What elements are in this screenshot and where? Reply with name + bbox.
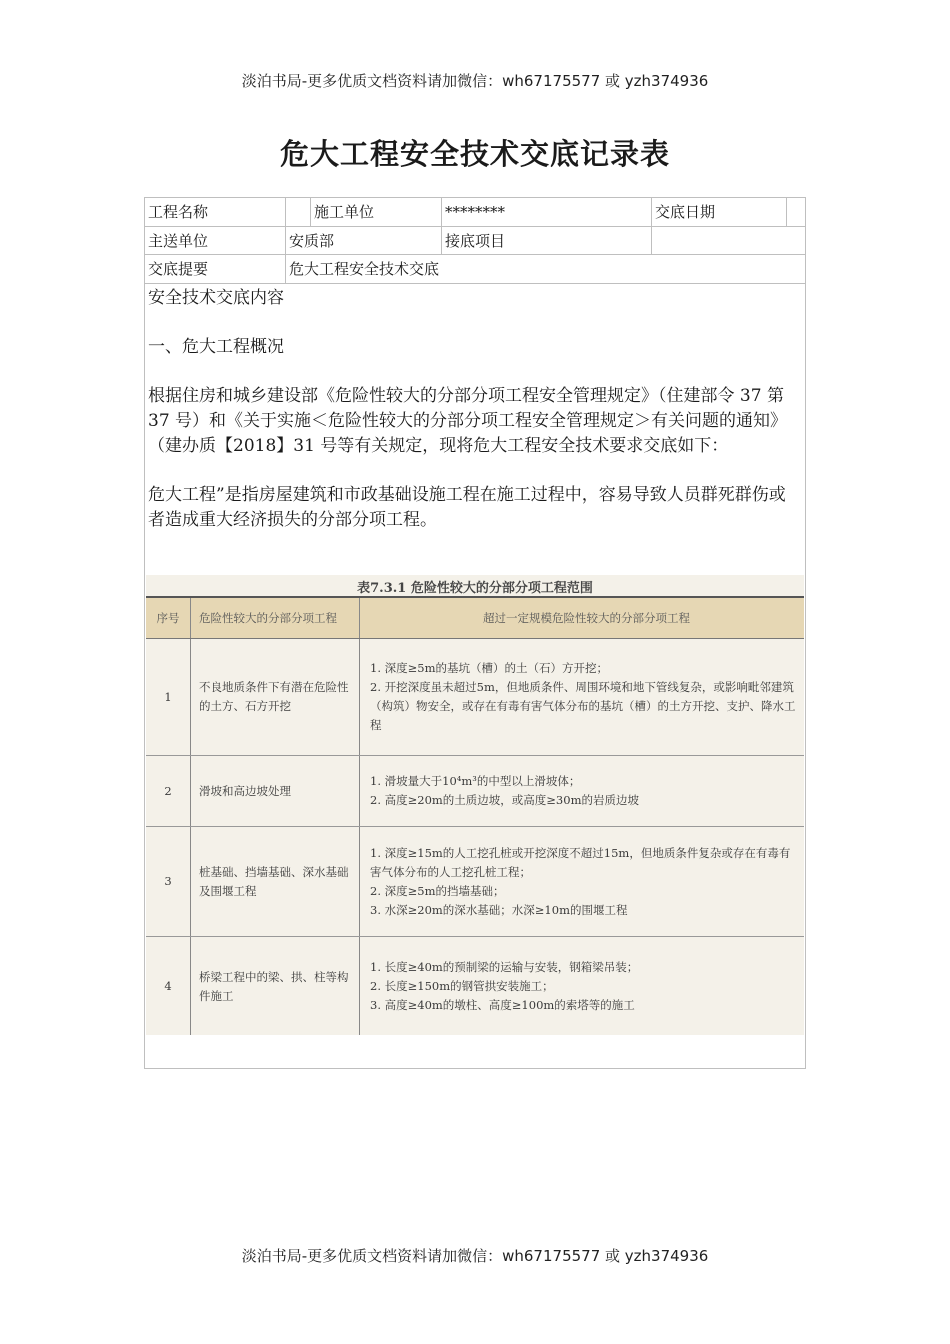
table-row	[146, 827, 804, 937]
project-name-label: 工程名称	[145, 198, 286, 227]
header-scope: 超过一定规模危险性较大的分部分项工程	[360, 597, 805, 639]
summary-value: 危大工程安全技术交底	[286, 255, 805, 284]
row-scope	[360, 639, 805, 756]
row-scope	[360, 827, 805, 937]
project-name-value	[286, 198, 311, 227]
row-no: 4	[146, 937, 191, 1036]
receiver-value	[652, 227, 805, 255]
scope-line: 3. 水深≥20m的深水基础；水深≥10m的围堰工程	[370, 902, 628, 917]
row-no: 1	[146, 639, 191, 756]
sender-label: 主送单位	[145, 227, 286, 255]
row-name: 桩基础、挡墙基础、深水基础及围堰工程	[191, 827, 360, 937]
scope-line: 1. 深度≥15m的人工挖孔桩或开挖深度不超过15m，但地质条件复杂或存在有毒有害气体分布的人工挖孔桩工程；	[370, 845, 791, 879]
row-name: 滑坡和高边坡处理	[191, 756, 360, 827]
row-no: 3	[146, 827, 191, 937]
scope-line: 3. 高度≥40m的墩柱、高度≥100m的索塔等的施工	[370, 998, 635, 1012]
row-no: 2	[146, 756, 191, 827]
table-row	[146, 937, 804, 1036]
construction-unit-value: ********	[442, 198, 652, 227]
scanned-table-image	[146, 575, 804, 1035]
scan-table-caption: 表7.3.1 危险性较大的分部分项工程范围	[357, 581, 593, 596]
scope-line: 2. 高度≥20m的土质边坡，或高度≥30m的岩质边坡	[370, 793, 639, 807]
content-body	[145, 284, 805, 533]
definition-paragraph: 危大工程”是指房屋建筑和市政基础设施工程在施工过程中，容易导致人员群死群伤或者造成重大经济损失的分部分项工程。	[148, 485, 786, 530]
row-name: 桥梁工程中的梁、拱、柱等构件施工	[191, 937, 360, 1036]
scope-line: 2. 开挖深度虽未超过5m，但地质条件、周围环境和地下管线复杂，或影响毗邻建筑（构筑）物安全，或存在有毒有害气体分布的基坑（槽）的土方开挖、支护、降水工程	[370, 680, 796, 732]
sender-value: 安质部	[286, 227, 442, 255]
receiver-label: 接底项目	[442, 227, 652, 255]
header-watermark: 淡泊书局-更多优质文档资料请加微信：wh67175577 或 yzh374936	[241, 72, 709, 90]
content-heading: 安全技术交底内容	[148, 288, 284, 308]
header-project: 危险性较大的分部分项工程	[191, 597, 360, 639]
table-row	[146, 756, 804, 827]
row-name: 不良地质条件下有潜在危险性的土方、石方开挖	[191, 639, 360, 756]
table-header-row	[146, 597, 804, 639]
intro-paragraph: 根据住房和城乡建设部《危险性较大的分部分项工程安全管理规定》（住建部令 37 第 37 号）和《关于实施＜危险性较大的分部分项工程安全管理规定＞有关问题的通知》（建办质【2018】31 号等有关规定，现将危大工程安全技术要求交底如下：	[148, 386, 788, 456]
scope-line: 1. 深度≥5m的基坑（槽）的土（石）方开挖；	[370, 661, 608, 675]
scope-line: 1. 滑坡量大于10⁴m³的中型以上滑坡体；	[370, 774, 581, 788]
row-scope	[360, 937, 805, 1036]
page-title: 危大工程安全技术交底记录表	[279, 137, 670, 171]
summary-label: 交底提要	[145, 255, 286, 284]
scope-line: 2. 深度≥5m的挡墙基础；	[370, 883, 505, 898]
table-row	[146, 639, 804, 756]
section-heading: 一、危大工程概况	[148, 337, 284, 357]
date-label: 交底日期	[652, 198, 787, 227]
date-value	[787, 198, 805, 227]
scope-table	[146, 596, 804, 1035]
row-scope	[360, 756, 805, 827]
scope-line: 2. 长度≥150m的钢管拱安装施工；	[370, 979, 554, 993]
header-no: 序号	[146, 597, 191, 639]
scope-line: 1. 长度≥40m的预制梁的运输与安装，钢箱梁吊装；	[370, 960, 639, 974]
footer-watermark: 淡泊书局-更多优质文档资料请加微信：wh67175577 或 yzh374936	[241, 1247, 709, 1265]
construction-unit-label: 施工单位	[311, 198, 442, 227]
